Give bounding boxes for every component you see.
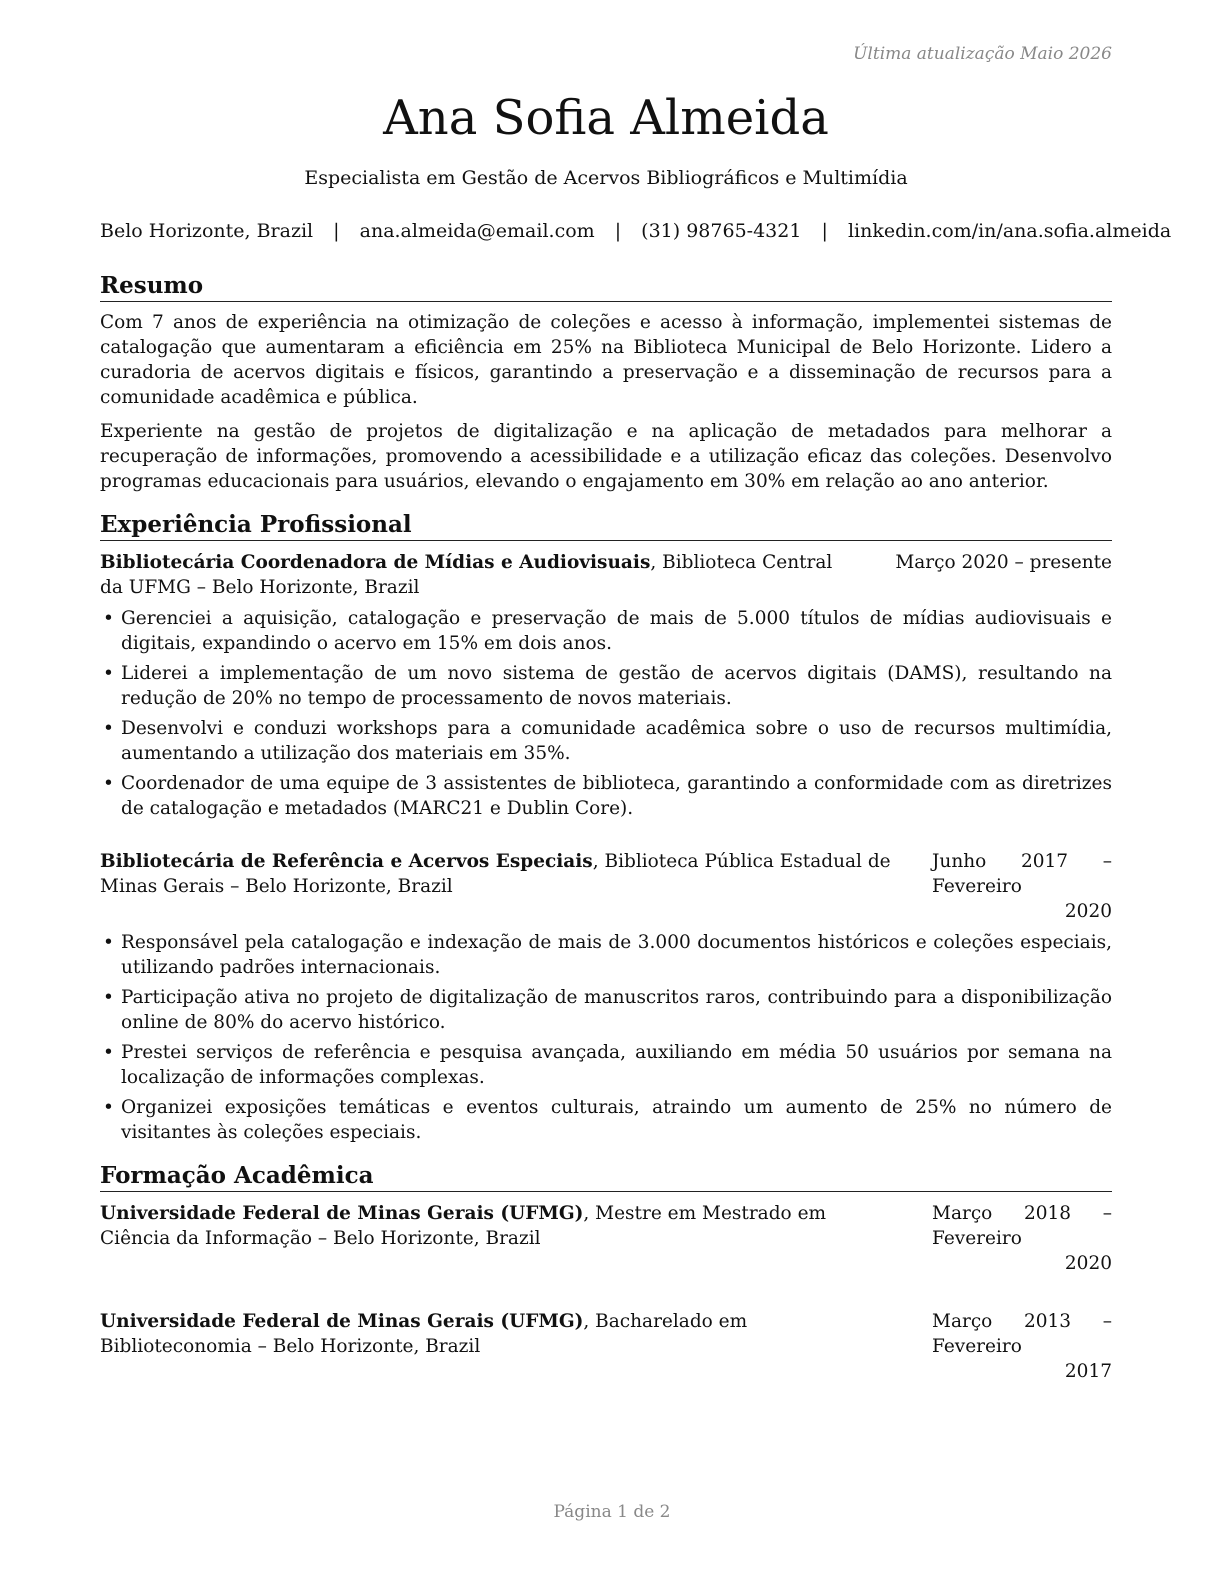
entry-title: [100, 550, 895, 600]
entry-dates: Março 2020 – presente: [895, 552, 1112, 573]
summary-paragraph: Experiente na gestão de projetos de digitalização e na aplicação de metadados para melhorar a recuperação de informações, promovendo a acessibilidade e a utilização eficaz das coleções. Desenvolvo programas educacionais para usuários, elevando o engajamento em 30% em relação ao ano anterior.: [100, 421, 1112, 492]
list-item: • Desenvolvi e conduzi workshops para a comunidade acadêmica sobre o uso de recursos multimídia, aumentando a utilização dos materiais em 35%.: [100, 716, 1112, 766]
degree-name: , Mestre em Mestrado em Ciência da Informação – Belo Horizonte, Brazil: [100, 1203, 827, 1249]
entry-header: [100, 849, 1112, 924]
entry-dates: [932, 849, 1112, 924]
achievement-list: [100, 930, 1112, 1145]
education-entry: [100, 1309, 1112, 1384]
contact-email[interactable]: ana.almeida@email.com: [359, 220, 595, 242]
job-role: Bibliotecária Coordenadora de Mídias e Audiovisuais: [100, 552, 651, 573]
entry-title: [100, 1309, 932, 1359]
contact-phone: (31) 98765-4321: [641, 220, 802, 242]
contact-separator: |: [821, 220, 828, 242]
entry-dates: [932, 1201, 1112, 1276]
contact-separator: |: [333, 220, 340, 242]
entry-dates: [932, 1309, 1112, 1384]
job-organization: , Biblioteca Central da UFMG – Belo Horizonte, Brazil: [100, 552, 833, 598]
job-role: Bibliotecária de Referência e Acervos Especiais: [100, 851, 593, 872]
school-name: Universidade Federal de Minas Gerais (UFMG): [100, 1311, 584, 1332]
contact-separator: |: [614, 220, 622, 242]
list-item: • Organizei exposições temáticas e eventos culturais, atraindo um aumento de 25% no número de visitantes às coleções especiais.: [100, 1095, 1112, 1145]
entry-dates-end: 2017: [1064, 1361, 1112, 1382]
candidate-subtitle: Especialista em Gestão de Acervos Bibliográficos e Multimídia: [304, 167, 908, 189]
summary-paragraph: Com 7 anos de experiência na otimização de coleções e acesso à informação, implementei sistemas de catalogação que aumentaram a eficiência em 25% na Biblioteca Municipal de Belo Horizonte. Lidero a curadoria de acervos digitais e físicos, garantindo a preservação e a disseminação de recursos para a comunidade acadêmica e pública.: [100, 312, 1112, 408]
entry-header: [100, 1201, 1112, 1276]
entry-dates-end: 2020: [1064, 1253, 1112, 1274]
last-updated: Última atualização Maio 2026: [853, 44, 1112, 64]
entry-header: [100, 1309, 1112, 1384]
experience-entry: [100, 849, 1112, 1145]
candidate-name: Ana Sofia Almeida: [383, 90, 829, 146]
education-entry: [100, 1201, 1112, 1276]
entry-dates-start: Junho 2017 – Fevereiro: [932, 851, 1112, 897]
entry-dates-start: Março 2018 – Fevereiro: [932, 1203, 1112, 1249]
contact-line: [100, 219, 1172, 244]
school-name: Universidade Federal de Minas Gerais (UFMG): [100, 1203, 584, 1224]
list-item: • Gerenciei a aquisição, catalogação e preservação de mais de 5.000 títulos de mídias audiovisuais e digitais, expandindo o acervo em 15% em dois anos.: [100, 606, 1112, 656]
section-title: Formação Acadêmica: [100, 1161, 1112, 1192]
experience-entry: [100, 550, 1112, 821]
page-number: Página 1 de 2: [553, 1502, 671, 1522]
section-title: Experiência Profissional: [100, 510, 1112, 541]
education-section: [100, 1161, 1112, 1384]
list-item: • Liderei a implementação de um novo sistema de gestão de acervos digitais (DAMS), resultando na redução de 20% no tempo de processamento de novos materiais.: [100, 661, 1112, 711]
list-item: • Responsável pela catalogação e indexação de mais de 3.000 documentos históricos e coleções especiais, utilizando padrões internacionais.: [100, 930, 1112, 980]
resume-content: [100, 271, 1112, 1384]
achievement-list: [100, 606, 1112, 821]
list-item: • Participação ativa no projeto de digitalização de manuscritos raros, contribuindo para a disponibilização online de 80% do acervo histórico.: [100, 985, 1112, 1035]
entry-dates-start: Março 2013 – Fevereiro: [932, 1311, 1112, 1357]
list-item: • Coordenador de uma equipe de 3 assistentes de biblioteca, garantindo a conformidade com as diretrizes de catalogação e metadados (MARC21 e Dublin Core).: [100, 771, 1112, 821]
entry-header: [100, 550, 1112, 600]
job-organization: , Biblioteca Pública Estadual de Minas Gerais – Belo Horizonte, Brazil: [100, 851, 891, 897]
summary-section: [100, 271, 1112, 494]
list-item: • Prestei serviços de referência e pesquisa avançada, auxiliando em média 50 usuários por semana na localização de informações complexas.: [100, 1040, 1112, 1090]
entry-title: [100, 1201, 932, 1251]
contact-location: Belo Horizonte, Brazil: [100, 220, 314, 242]
degree-name: , Bacharelado em Biblioteconomia – Belo Horizonte, Brazil: [100, 1311, 748, 1357]
experience-section: [100, 510, 1112, 1145]
entry-dates-end: 2020: [1064, 901, 1112, 922]
section-title: Resumo: [100, 271, 1112, 302]
contact-linkedin[interactable]: linkedin.com/in/ana.sofia.almeida: [847, 220, 1172, 242]
entry-title: [100, 849, 932, 899]
